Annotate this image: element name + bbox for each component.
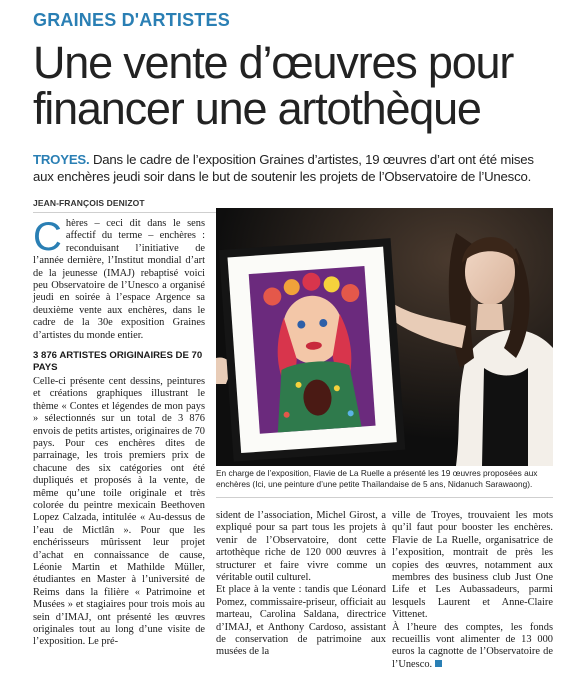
article-column-2	[216, 510, 386, 659]
lead-place: TROYES.	[33, 152, 90, 167]
caption-divider	[216, 497, 553, 498]
article-paragraph-2: Celle-ci présente cent dessins, peintures et créations graphiques illustrant le thème « Contes et légendes de mon pays » sélectionnés sur un total de 3 876 envois de petits artistes, originaires de 70 pays. Pour ces enchères dites de parrainage, les trois premiers prix de chacune des six catégories ont été dupliqués et proposés à la vente, de même qu’une toile originale et très colorée du peintre mexicain Beethoven Lopez Calzada, intitulée « Au-dessus de l’eau de Mictlân ». Pour que les enchérisseurs mûrissent leur projet d’achat en connaissance de cause, Léonie Martin et Mathilde Müller, étudiantes en Master à l’université de Reims dans la filière « Patrimoine et Musées » et stagiaires pour trois mois au sein d’IMAJ, ont présenté les œuvres originales tout au long d’une visite de l’exposition. Le pré-	[33, 375, 205, 648]
article-lead	[33, 151, 553, 185]
headline-line-2: financer une artothèque	[33, 83, 481, 134]
headline-line-1: Une vente d’œuvres pour	[33, 37, 514, 88]
article-paragraph-6	[392, 622, 553, 672]
article-paragraph-1	[33, 215, 205, 342]
section-rubric: GRAINES D'ARTISTES	[33, 10, 230, 30]
paragraph-1-text: hères – ceci dit dans le sens affectif du terme – enchères : reconduisant l’initiative de l’année dernière, l’Institut mondial d’art de la jeunesse (IMAJ) rebaptisé voici peu Observatoire de l’Unesco a organisé jeudi en soirée à l’espace Argence sa deuxième vente aux enchères, dans le cadre de la 30e exposition Graines d’artistes du monde entier.	[33, 218, 205, 341]
article-photo	[216, 208, 553, 466]
end-mark-icon	[435, 660, 442, 667]
lead-text: Dans le cadre de l’exposition Graines d’artistes, 19 œuvres d’art ont été mises aux enchères jeudi soir dans le but de soutenir les projets de l’Observatoire de l’Unesco.	[33, 152, 534, 184]
article-paragraph-3: sident de l’association, Michel Girost, a expliqué pour sa part tous les projets à venir de l’Observatoire, dont cette artothèque riche de 120 000 œuvres à structurer et faire vivre comme un véritable outil culturel.	[216, 510, 386, 584]
byline: JEAN-FRANÇOIS DENIZOT	[33, 198, 145, 208]
photo-caption: En charge de l’exposition, Flavie de La Ruelle a présenté les 19 œuvres proposées aux enchères (Ici, une peinture d’une petite Thaïlandaise de 5 ans, Nidanuch Sarawaong).	[216, 468, 538, 489]
article-column-1	[33, 215, 205, 649]
article-column-3	[392, 510, 553, 671]
article-paragraph-5: ville de Troyes, trouvaient les mots qu’il faut pour booster les enchères. Flavie de La Ruelle, organisatrice de l’exposition, montrait de près les copies des œuvres, notamment aux membres des business club Just One Life et Les Aubassadeurs, parmi lesquels Laurent et Anne-Claire Vittenet.	[392, 510, 553, 621]
article-headline	[33, 37, 553, 134]
drop-cap: C	[33, 215, 62, 259]
article-paragraph-4: Et place à la vente : tandis que Léonard Pomez, commissaire-priseur, officiait au marteau, Carolina Saldana, directrice d’IMAJ, et Anthony Cardoso, assistant de conservation de patrimoine aux musées de la	[216, 584, 386, 658]
paragraph-6-text: À l’heure des comptes, les fonds recueillis vont alimenter de 13 000 euros la cagnotte de l’Observatoire de l’Unesco.	[392, 621, 553, 670]
photo-illustration	[216, 208, 553, 466]
article-subhead: 3 876 ARTISTES ORIGINAIRES DE 70 PAYS	[33, 350, 203, 374]
